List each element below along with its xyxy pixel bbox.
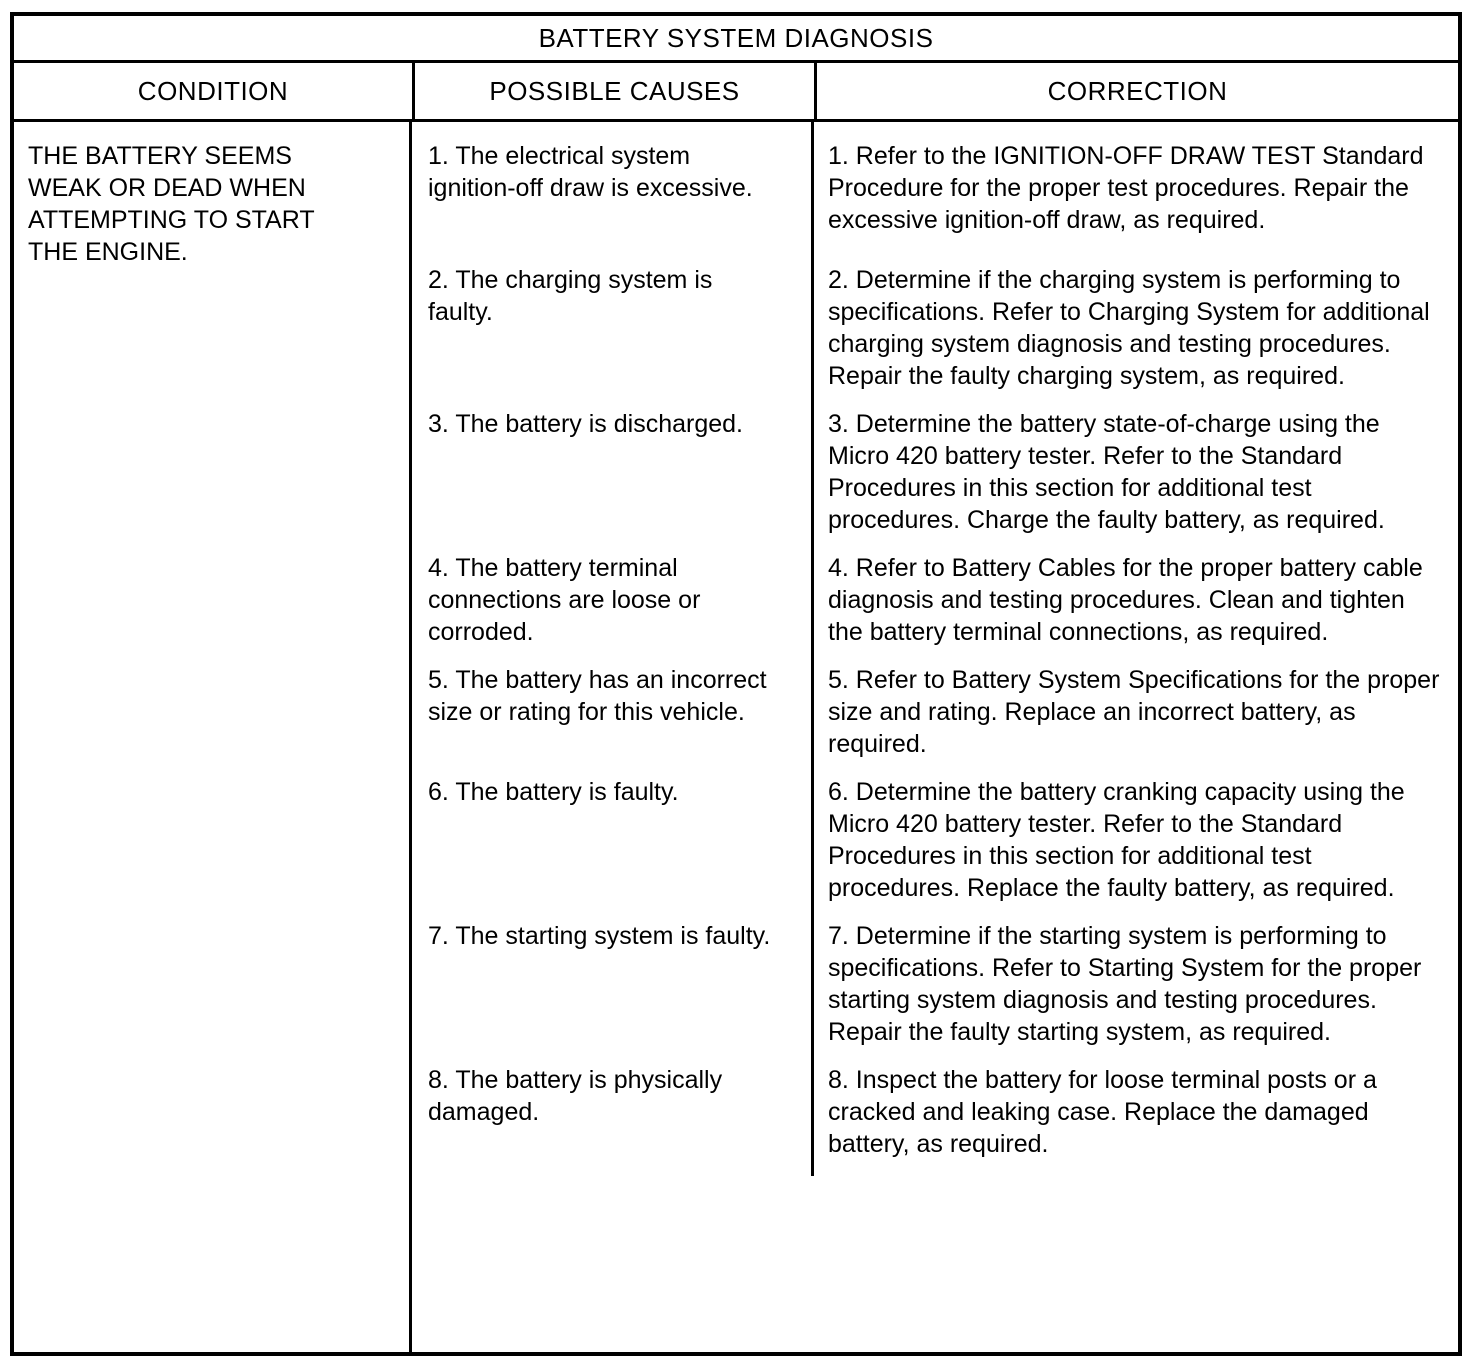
table-row [412, 1064, 1458, 1176]
column-header-correction: CORRECTION [814, 63, 1458, 119]
table-row [412, 264, 1458, 408]
table-row [412, 664, 1458, 776]
cause-cell: 3. The battery is discharged. [428, 410, 743, 438]
correction-cell: 2. Determine if the charging system is performing to specifications. Refer to Charging System for additional charging system diagnosis and testing procedures. Repair the faulty charging system, as required. [811, 264, 1458, 408]
cause-cell: 1. The electrical system ignition-off draw is excessive. [428, 142, 753, 202]
table-row [412, 408, 1458, 552]
correction-cell: 8. Inspect the battery for loose terminal posts or a cracked and leaking case. Replace the damaged battery, as required. [811, 1064, 1458, 1176]
table-header-row [14, 63, 1458, 122]
table-row [412, 920, 1458, 1064]
table-row [412, 776, 1458, 920]
correction-cell: 5. Refer to Battery System Specifications for the proper size and rating. Replace an incorrect battery, as required. [811, 664, 1458, 776]
cause-cell: 6. The battery is faulty. [428, 778, 679, 806]
cause-cell: 7. The starting system is faulty. [428, 922, 771, 950]
correction-cell: 6. Determine the battery cranking capacity using the Micro 420 battery tester. Refer to the Standard Procedures in this section for additional test procedures. Replace the faulty battery, as required. [811, 776, 1458, 920]
condition-cell: THE BATTERY SEEMS WEAK OR DEAD WHEN ATTEMPTING TO START THE ENGINE. [14, 122, 412, 1352]
cause-cell: 5. The battery has an incorrect size or rating for this vehicle. [428, 666, 767, 726]
cause-correction-list [412, 122, 1458, 1352]
correction-cell: 1. Refer to the IGNITION-OFF DRAW TEST Standard Procedure for the proper test procedures. Repair the excessive ignition-off draw, as required. [811, 122, 1458, 264]
correction-cell: 4. Refer to Battery Cables for the proper battery cable diagnosis and testing procedures. Clean and tighten the battery terminal connections, as required. [811, 552, 1458, 664]
table-row [412, 122, 1458, 264]
column-header-possible-causes: POSSIBLE CAUSES [412, 63, 814, 119]
column-header-condition: CONDITION [137, 75, 289, 106]
correction-cell: 7. Determine if the starting system is performing to specifications. Refer to Starting System for the proper starting system diagnosis and testing procedures. Repair the faulty starting system, as required. [811, 920, 1458, 1064]
battery-diagnosis-table [10, 12, 1462, 1356]
table-title: BATTERY SYSTEM DIAGNOSIS [14, 16, 1458, 63]
cause-cell: 4. The battery terminal connections are loose or corroded. [428, 554, 701, 646]
cause-cell: 2. The charging system is faulty. [428, 266, 713, 326]
correction-cell: 3. Determine the battery state-of-charge using the Micro 420 battery tester. Refer to the Standard Procedures in this section for additional test procedures. Charge the faulty battery, as required. [811, 408, 1458, 552]
table-body [14, 122, 1458, 1352]
cause-cell: 8. The battery is physically damaged. [428, 1066, 723, 1126]
table-row [412, 552, 1458, 664]
